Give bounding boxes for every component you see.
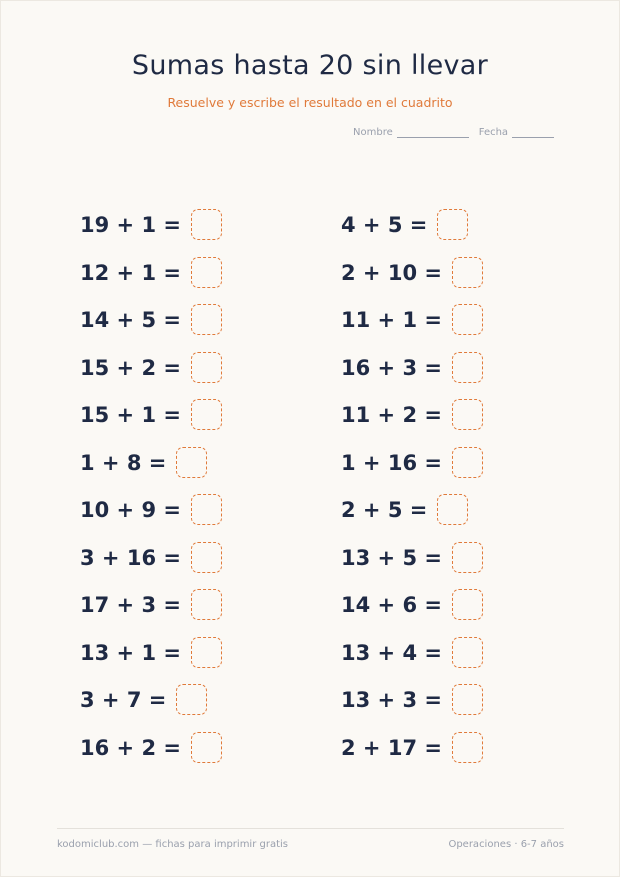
problem-row: [80, 730, 222, 778]
problem-row: [341, 207, 483, 255]
addition-expression: 16 + 3 =: [341, 355, 442, 380]
addition-expression: 1 + 8 =: [80, 450, 167, 475]
answer-box[interactable]: [452, 304, 483, 335]
addition-expression: 16 + 2 =: [80, 735, 181, 760]
date-field-line[interactable]: [512, 127, 554, 138]
answer-box[interactable]: [452, 637, 483, 668]
worksheet-title: Sumas hasta 20 sin llevar: [131, 50, 489, 81]
problem-row: [80, 207, 222, 255]
footer-category: Operaciones · 6-7 años: [448, 839, 564, 850]
problem-row: [341, 635, 483, 683]
problem-row: [80, 302, 222, 350]
problem-row: [341, 540, 483, 588]
problem-row: [341, 730, 483, 778]
addition-expression: 14 + 6 =: [341, 593, 442, 617]
addition-expression: 3 + 7 =: [80, 688, 167, 712]
addition-expression: 13 + 5 =: [341, 545, 442, 570]
answer-box[interactable]: [191, 304, 222, 335]
addition-expression: 4 + 5 =: [341, 213, 428, 237]
answer-box[interactable]: [176, 447, 207, 478]
addition-expression: 12 + 1 =: [80, 260, 181, 285]
problem-row: [80, 350, 222, 398]
problem-row: [341, 302, 483, 350]
problem-row: [80, 635, 222, 683]
addition-expression: 1 + 16 =: [341, 450, 442, 475]
addition-expression: 10 + 9 =: [80, 498, 181, 522]
footer-divider: [57, 828, 564, 829]
answer-box[interactable]: [191, 589, 222, 620]
problem-row: [341, 492, 483, 540]
problem-row: [341, 397, 483, 445]
answer-box[interactable]: [452, 257, 483, 288]
worksheet-subtitle: Resuelve y escribe el resultado en el cuadrito: [167, 95, 453, 110]
answer-box[interactable]: [437, 494, 468, 525]
answer-box[interactable]: [191, 542, 222, 573]
footer-site: kodomiclub.com — fichas para imprimir gratis: [57, 839, 289, 850]
left-problem-column: [80, 207, 222, 777]
answer-box[interactable]: [452, 589, 483, 620]
answer-box[interactable]: [191, 399, 222, 430]
student-fields: [353, 127, 554, 138]
answer-box[interactable]: [452, 447, 483, 478]
addition-expression: 2 + 10 =: [341, 260, 442, 285]
answer-box[interactable]: [191, 257, 222, 288]
answer-box[interactable]: [191, 352, 222, 383]
addition-expression: 19 + 1 =: [80, 213, 181, 237]
problem-row: [80, 255, 222, 303]
answer-box[interactable]: [452, 542, 483, 573]
addition-expression: 14 + 5 =: [80, 308, 181, 332]
addition-expression: 2 + 17 =: [341, 735, 442, 760]
answer-box[interactable]: [452, 399, 483, 430]
name-field-line[interactable]: [397, 127, 469, 138]
answer-box[interactable]: [191, 637, 222, 668]
problem-row: [341, 587, 483, 635]
answer-box[interactable]: [191, 494, 222, 525]
right-problem-column: [341, 207, 483, 777]
answer-box[interactable]: [191, 209, 222, 240]
addition-expression: 13 + 3 =: [341, 688, 442, 712]
answer-box[interactable]: [176, 684, 207, 715]
problem-row: [80, 492, 222, 540]
addition-expression: 13 + 4 =: [341, 640, 442, 665]
problem-row: [341, 445, 483, 493]
addition-expression: 3 + 16 =: [80, 545, 181, 570]
problem-row: [80, 587, 222, 635]
problem-row: [341, 255, 483, 303]
problem-row: [341, 350, 483, 398]
answer-box[interactable]: [452, 732, 483, 763]
addition-expression: 13 + 1 =: [80, 640, 181, 665]
problem-row: [80, 445, 222, 493]
name-label: Nombre: [353, 127, 393, 138]
answer-box[interactable]: [437, 209, 468, 240]
date-label: Fecha: [478, 127, 509, 138]
addition-expression: 17 + 3 =: [80, 593, 181, 617]
answer-box[interactable]: [191, 732, 222, 763]
addition-expression: 2 + 5 =: [341, 498, 428, 522]
problem-row: [341, 682, 483, 730]
addition-expression: 11 + 1 =: [341, 308, 442, 332]
problem-row: [80, 397, 222, 445]
answer-box[interactable]: [452, 352, 483, 383]
answer-box[interactable]: [452, 684, 483, 715]
problem-row: [80, 682, 222, 730]
addition-expression: 11 + 2 =: [341, 403, 442, 427]
problem-row: [80, 540, 222, 588]
addition-expression: 15 + 2 =: [80, 355, 181, 380]
addition-expression: 15 + 1 =: [80, 403, 181, 427]
